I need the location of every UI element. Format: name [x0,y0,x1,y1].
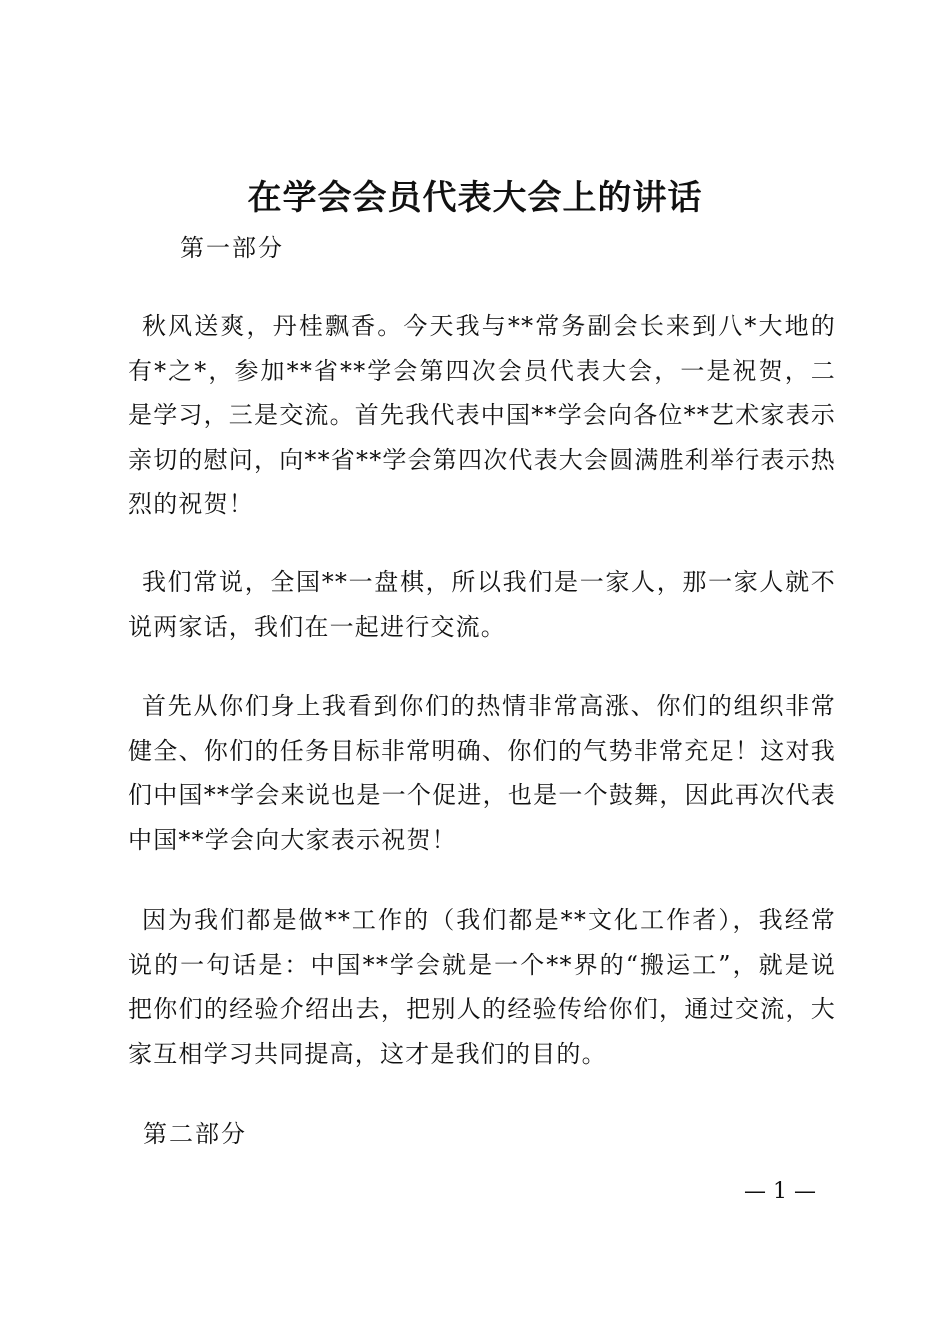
section-heading-part-one: 第一部分 [180,234,284,262]
document-title: 在学会会员代表大会上的讲话 [247,178,703,218]
section-heading-part-two: 第二部分 [143,1120,247,1148]
paragraph: 因为我们都是做**工作的（我们都是**文化工作者），我经常说的一句话是：中国**学会就是一个**界的“搬运工”，就是说把你们的经验介绍出去，把别人的经验传给你们，通过交流，大家互相学习共同提高，这才是我们的目的。 [128,906,836,1068]
paragraph: 首先从你们身上我看到你们的热情非常高涨、你们的组织非常健全、你们的任务目标非常明确、你们的气势非常充足！这对我们中国**学会来说也是一个促进，也是一个鼓舞，因此再次代表中国**学会向大家表示祝贺！ [128,692,836,854]
paragraph: 我们常说，全国**一盘棋，所以我们是一家人，那一家人就不说两家话，我们在一起进行交流。 [128,568,836,641]
paragraph: 秋风送爽，丹桂飘香。今天我与**常务副会长来到八*大地的有*之*，参加**省**学会第四次会员代表大会，一是祝贺，二是学习，三是交流。首先我代表中国**学会向各位**艺术家表示亲切的慰问，向**省**学会第四次代表大会圆满胜利举行表示热烈的祝贺！ [128,312,836,519]
page-number: — 1 — [744,1179,816,1204]
